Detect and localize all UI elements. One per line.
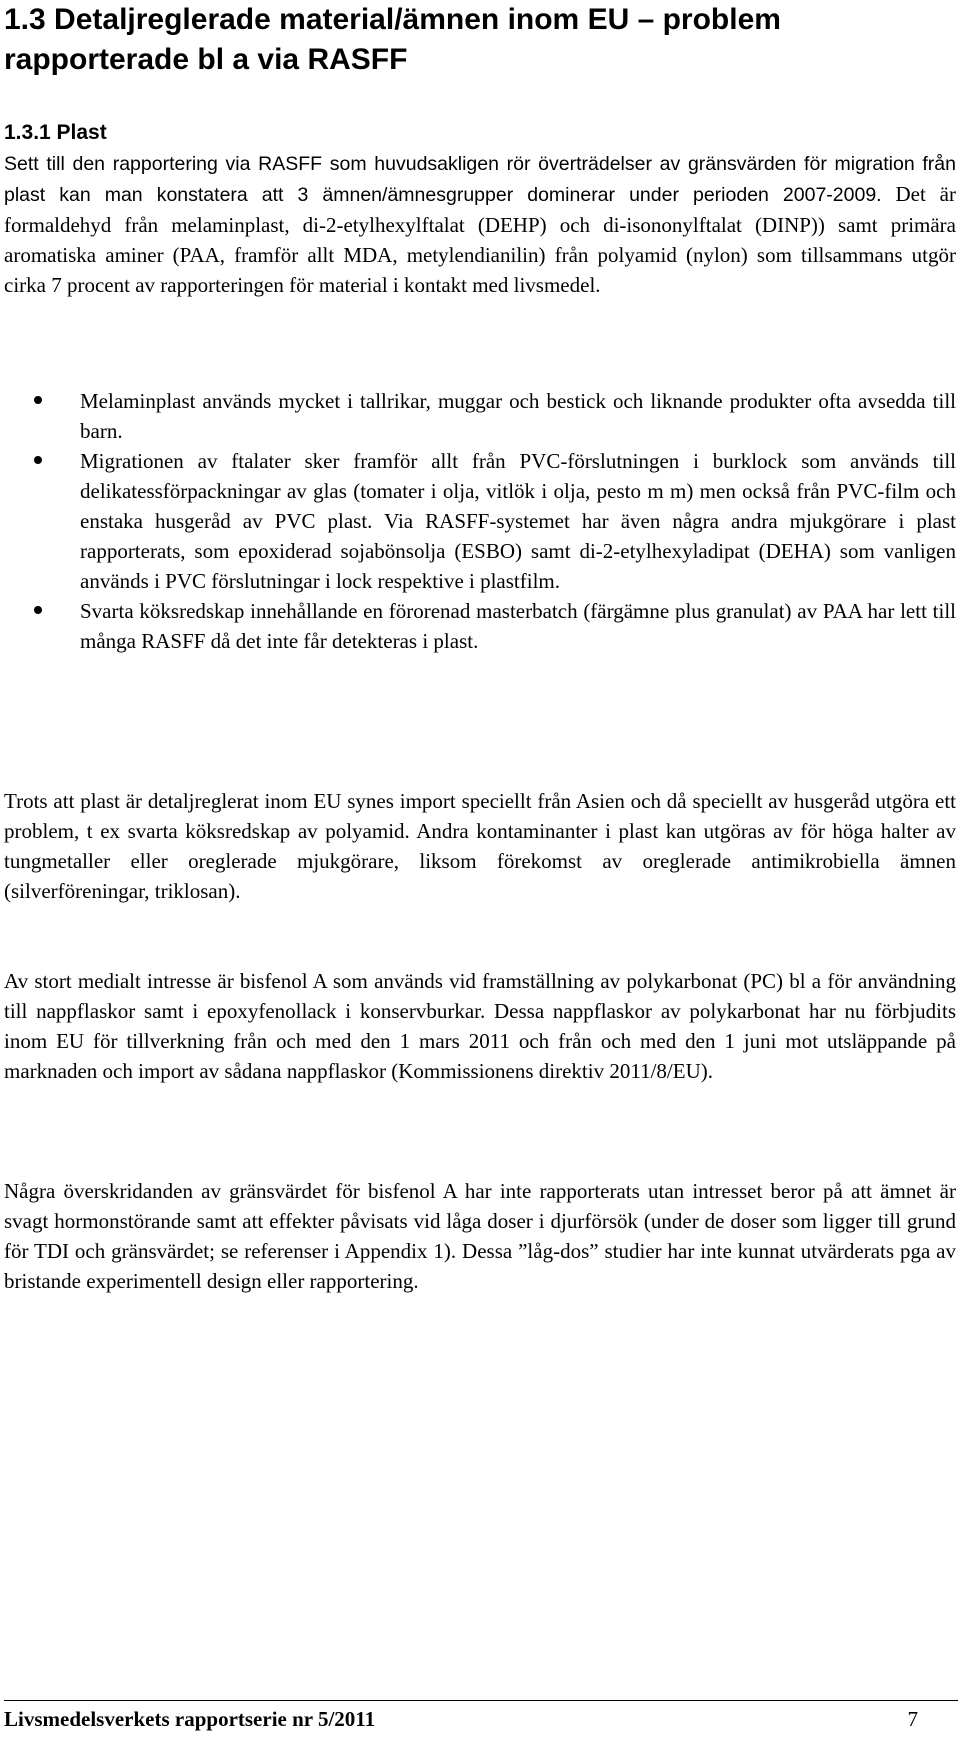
bullet-list xyxy=(4,386,956,656)
bullet-icon xyxy=(34,396,42,404)
list-item-text: Melaminplast används mycket i tallrikar, muggar och bestick och liknande produkter ofta avsedda till barn. xyxy=(80,389,956,443)
intro-paragraph xyxy=(4,148,956,300)
list-item-text: Svarta köksredskap innehållande en förorenad masterbatch (färgämne plus granulat) av PAA har lett till många RASFF då det inte får detekteras i plast. xyxy=(80,599,956,653)
footer-page-number: 7 xyxy=(907,1707,918,1731)
list-item-text: Migrationen av ftalater sker framför allt från PVC-förslutningen i burklock som används till delikatessförpackningar av glas (tomater i olja, vitlök i olja, pesto m m) men också från PVC-film och enstaka husgeråd av PVC plast. Via RASFF-systemet har även några andra mjukgörare i plast rapporterats, som epoxiderad sojabönsolja (ESBO) samt di-2-etylhexyladipat (DEHA) som vanligen används i PVC förslutningar i lock respektive i plastfilm. xyxy=(80,449,956,593)
list-item xyxy=(4,446,956,596)
section-heading: 1.3 Detaljreglerade material/ämnen inom EU – problem rapporterade bl a via RASFF xyxy=(4,3,781,76)
bisphenol-paragraph: Av stort medialt intresse är bisfenol A som används vid framställning av polykarbonat (PC) bl a för användning till nappflaskor samt i epoxyfenollack i konservburkar. Dessa nappflaskor av polykarbonat har nu förbjudits inom EU för tillverkning från och med den 1 mars 2011 och från och med den 1 juni mot utsläppande på marknaden och import av sådana nappflaskor (Kommissionens direktiv 2011/8/EU). xyxy=(4,969,956,1083)
intro-paragraph-part1: Sett till den rapportering via RASFF som huvudsakligen rör överträdelser av gränsvärden för migration från plast kan man konstatera att 3 ämnen/ämnesgrupper dominerar under perioden 2007-2009. xyxy=(4,153,956,206)
subsection-heading: 1.3.1 Plast xyxy=(4,121,107,144)
list-item xyxy=(4,596,956,656)
imports-paragraph: Trots att plast är detaljreglerat inom EU synes import speciellt från Asien och då speciellt av husgeråd utgöra ett problem, t ex svarta köksredskap av polyamid. Andra kontaminanter i plast kan utgöras av för höga halter av tungmetaller eller oreglerade mjukgörare, liksom förekomst av oreglerade antimikrobiella ämnen (silverföreningar, triklosan). xyxy=(4,789,956,903)
list-item xyxy=(4,386,956,446)
bullet-icon xyxy=(34,456,42,464)
exceedances-paragraph: Några överskridanden av gränsvärdet för bisfenol A har inte rapporterats utan intresset beror på att ämnet är svagt hormonstörande samt att effekter påvisats vid låga doser i djurförsök (under de doser som ligger till grund för TDI och gränsvärdet; se referenser i Appendix 1). Dessa ”låg-dos” studier har inte kunnat utvärderats pga av bristande experimentell design eller rapportering. xyxy=(4,1179,956,1293)
footer-series-title: Livsmedelsverkets rapportserie nr 5/2011 xyxy=(4,1707,376,1731)
footer-divider xyxy=(4,1700,958,1701)
intro-paragraph-part2: Det är formaldehyd från melaminplast, di-2-etylhexylftalat (DEHP) och di-isononylftalat (DINP)) samt primära aromatiska aminer (PAA, framför allt MDA, metylendianilin) från polyamid (nylon) som tillsammans utgör cirka 7 procent av rapporteringen för material i kontakt med livsmedel. xyxy=(4,182,956,297)
bullet-icon xyxy=(34,606,42,614)
